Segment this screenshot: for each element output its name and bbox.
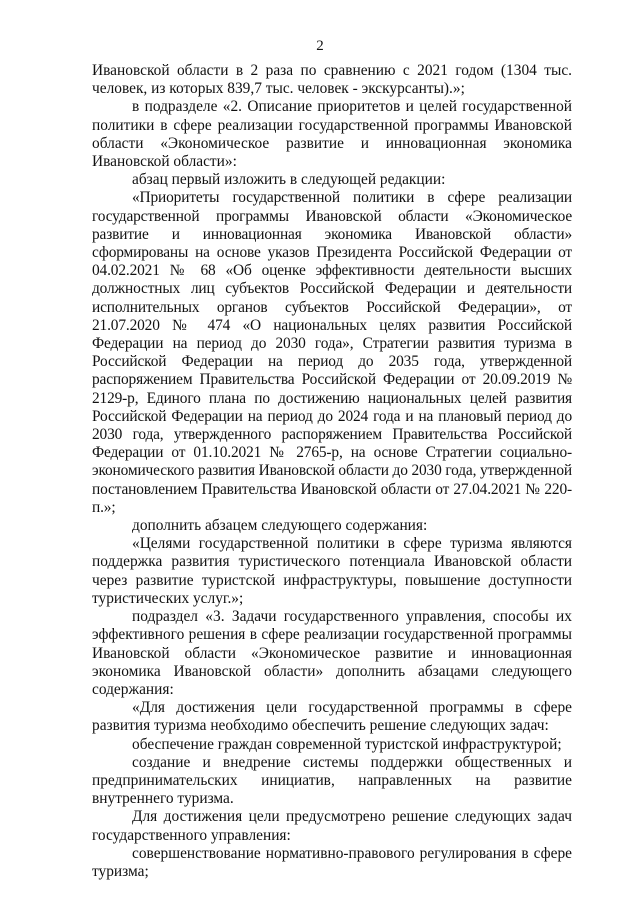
- paragraph-tourist-flow-ending: Ивановской области в 2 раза по сравнению с 2021 годом (1304 тыс. человек, из которых 839,7 тыс. человек - экскурсанты).»;: [92, 62, 572, 98]
- paragraph-governance-tasks-intro: Для достижения цели предусмотрено решение следующих задач государственного управления:: [92, 808, 572, 844]
- paragraph-priorities-text: «Приоритеты государственной политики в сфере реализации государственной программы Ивановской области «Экономическое развитие и инновационная экономика Ивановской области» сформированы на основе указов Президента Российской Федерации от 04.02.2021 № 68 «Об оценке эффективности деятельности высших должностных лиц субъектов Российской Федерации и деятельности исполнительных органов субъектов Российской Федерации», от 21.07.2020 № 474 «О национальных целях развития Российской Федерации на период до 2030 года», Стратегии развития туризма в Российской Федерации на период до 2035 года, утвержденной распоряжением Правительства Российской Федерации от 20.09.2019 № 2129-р, Единого плана по достижению национальных целей развития Российской Федерации на период до 2024 года и на плановый период до 2030 года, утвержденного распоряжением Правительства Российской Федерации от 01.10.2021 № 2765-р, на основе Стратегии социально-экономического развития Ивановской области до 2030 года, утвержденной постановлением Правительства Ивановской области от 27.04.2021 № 220-п.»;: [92, 189, 572, 516]
- paragraph-tourism-goals: «Целями государственной политики в сфере туризма являются поддержка развития туристического потенциала Ивановской области через развитие туристской инфраструктуры, повышение доступности туристических услуг.»;: [92, 535, 572, 607]
- paragraph-subsection-3-reference: подраздел «3. Задачи государственного управления, способы их эффективного решения в сфере реализации государственной программы Ивановской области «Экономическое развитие и инновационная экономика Ивановской области» дополнить абзацами следующего содержания:: [92, 608, 572, 698]
- document-body: [92, 62, 572, 881]
- paragraph-task-infrastructure: обеспечение граждан современной туристской инфраструктурой;: [132, 735, 562, 753]
- paragraph-first-abzac-instruction: абзац первый изложить в следующей редакции:: [132, 171, 446, 189]
- paragraph-task-support-system: создание и внедрение системы поддержки общественных и предпринимательских инициатив, направленных на развитие внутреннего туризма.: [92, 753, 572, 808]
- paragraph-task-regulation: совершенствование нормативно-правового регулирования в сфере туризма;: [92, 844, 572, 880]
- paragraph-subsection-2-reference: в подразделе «2. Описание приоритетов и целей государственной политики в сфере реализации государственной программы Ивановской области «Экономическое развитие и инновационная экономика Ивановской области»:: [92, 98, 572, 171]
- page-number: 2: [316, 38, 324, 54]
- paragraph-tasks-intro: «Для достижения цели государственной программы в сфере развития туризма необходимо обеспечить решение следующих задач:: [92, 699, 572, 735]
- paragraph-add-abzac-instruction: дополнить абзацем следующего содержания:: [132, 517, 428, 535]
